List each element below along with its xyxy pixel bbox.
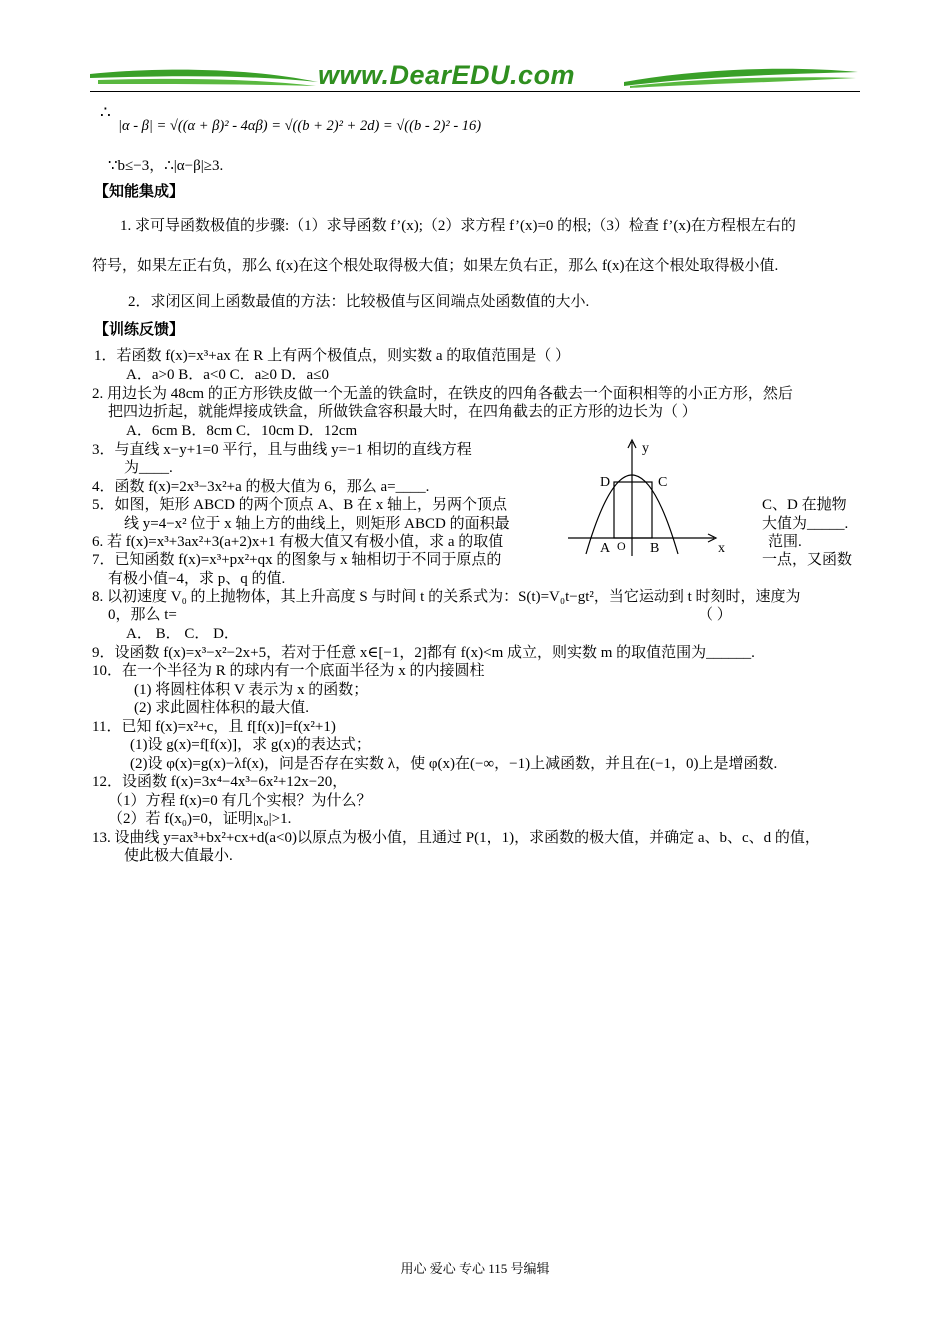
question-11: 11．已知 f(x)=x²+c，且 f[f(x)]=f(x²+1)	[92, 719, 336, 735]
question-12-part1: （1）方程 f(x)=0 有几个实根？为什么？	[108, 793, 372, 809]
knowledge-point-1-line1: 1. 求可导函数极值的步骤:（1）求导函数 f’(x);（2）求方程 f’(x)=0 的根;（3）检查 f’(x)在方程根左右的	[120, 218, 796, 234]
question-5-line1: 5．如图，矩形 ABCD 的两个顶点 A、B 在 x 轴上，另两个顶点	[92, 497, 508, 513]
label-y: y	[642, 441, 649, 456]
question-6: 6. 若 f(x)=x³+3ax²+3(a+2)x+1 有极大值又有极小值，求 a 的取值	[92, 534, 504, 550]
question-6-right: 范围.	[768, 534, 802, 550]
question-8-line1: 8. 以初速度 V₀ 的上抛物体，其上升高度 S 与时间 t 的关系式为：S(t)=V₀t−gt²，当它运动到 t 时刻时，速度为	[92, 589, 801, 605]
therefore-symbol: ∴	[100, 103, 111, 122]
question-5-right2: 大值为_____.	[762, 516, 849, 532]
knowledge-point-1-line2: 符号，如果左正右负，那么 f(x)在这个根处取得极大值；如果左负右正，那么 f(x)在这个根处取得极小值.	[92, 258, 779, 274]
question-3-line2: 为____.	[124, 460, 173, 476]
question-10-part2: (2) 求此圆柱体积的最大值.	[134, 700, 309, 716]
question-1-options: A．a>0 B．a<0 C．a≥0 D．a≤0	[126, 367, 329, 383]
label-o: O	[617, 539, 626, 553]
site-logo: www.DearEDU.com	[318, 60, 576, 90]
label-d: D	[600, 475, 611, 490]
question-11-part2: (2)设 φ(x)=g(x)−λf(x)，问是否存在实数 λ，使 φ(x)在(−∞，−1)上减函数，并且在(−1，0)上是增函数.	[130, 756, 778, 772]
question-7-line1: 7．已知函数 f(x)=x³+px²+qx 的图象与 x 轴相切于不同于原点的	[92, 552, 502, 568]
question-1: 1．若函数 f(x)=x³+ax 在 R 上有两个极值点，则实数 a 的取值范围是（ ）	[94, 348, 570, 364]
knowledge-point-2: 2．求闭区间上函数最值的方法：比较极值与区间端点处函数值的大小.	[128, 294, 590, 310]
intro-conclusion: ∵b≤−3，∴|α−β|≥3.	[108, 158, 224, 174]
header-swoosh-right	[622, 64, 860, 90]
question-8-paren: （ ）	[698, 607, 732, 623]
label-a: A	[600, 541, 611, 556]
header-rule	[90, 91, 860, 92]
question-7-right1: 一点，又函数	[762, 552, 853, 568]
question-9: 9．设函数 f(x)=x³−x²−2x+5，若对于任意 x∈[−1，2]都有 f(x)<m 成立，则实数 m 的取值范围为______.	[92, 645, 755, 661]
question-2-options: A．6cm B．8cm C．10cm D．12cm	[126, 423, 358, 439]
label-c: C	[658, 475, 668, 490]
question-12-part2: （2）若 f(x₀)=0，证明|x₀|>1.	[108, 811, 292, 827]
question-8-options: A． B． C． D．	[126, 626, 239, 642]
page-footer: 用心 爱心 专心 115 号编辑	[400, 1261, 550, 1276]
question-4: 4．函数 f(x)=2x³−3x²+a 的极大值为 6，那么 a=____.	[92, 479, 430, 495]
question-10-part1: (1) 将圆柱体积 V 表示为 x 的函数；	[134, 682, 369, 698]
question-3-line1: 3．与直线 x−y+1=0 平行，且与曲线 y=−1 相切的直线方程	[92, 442, 472, 458]
question-2-line2: 把四边折起，就能焊接成铁盒，所做铁盒容积最大时，在四角截去的正方形的边长为（ ）	[108, 404, 697, 420]
question-13-line1: 13. 设曲线 y=ax³+bx²+cx+d(a<0)以原点为极小值，且通过 P(1，1)，求函数的极大值，并确定 a、b、c、d 的值，	[92, 830, 820, 846]
question-7-line2: 有极小值−4，求 p、q 的值.	[108, 571, 286, 587]
question-8-line2: 0，那么 t=	[108, 607, 177, 623]
question-12: 12．设函数 f(x)=3x⁴−4x³−6x²+12x−20，	[92, 774, 348, 790]
question-13-line2: 使此极大值最小.	[124, 848, 233, 864]
parabola-rectangle-diagram	[562, 436, 762, 560]
question-5-line2: 线 y=4−x² 位于 x 轴上方的曲线上，则矩形 ABCD 的面积最	[124, 516, 510, 532]
question-5-right1: C、D 在抛物	[762, 497, 847, 513]
training-heading: 【训练反馈】	[94, 322, 185, 338]
question-2-line1: 2. 用边长为 48cm 的正方形铁皮做一个无盖的铁盒时，在铁皮的四角各截去一个面积相等的小正方形，然后	[92, 386, 793, 402]
question-10: 10．在一个半径为 R 的球内有一个底面半径为 x 的内接圆柱	[92, 663, 485, 679]
question-11-part1: (1)设 g(x)=f[f(x)]，求 g(x)的表达式；	[130, 737, 371, 753]
label-b: B	[650, 541, 660, 556]
intro-formula: |α - β| = √((α + β)² - 4αβ) = √((b + 2)² + 2d) = √((b - 2)² - 16)	[118, 118, 482, 134]
header-swoosh-left	[88, 64, 320, 90]
label-x: x	[718, 541, 725, 556]
knowledge-heading: 【知能集成】	[94, 184, 185, 200]
